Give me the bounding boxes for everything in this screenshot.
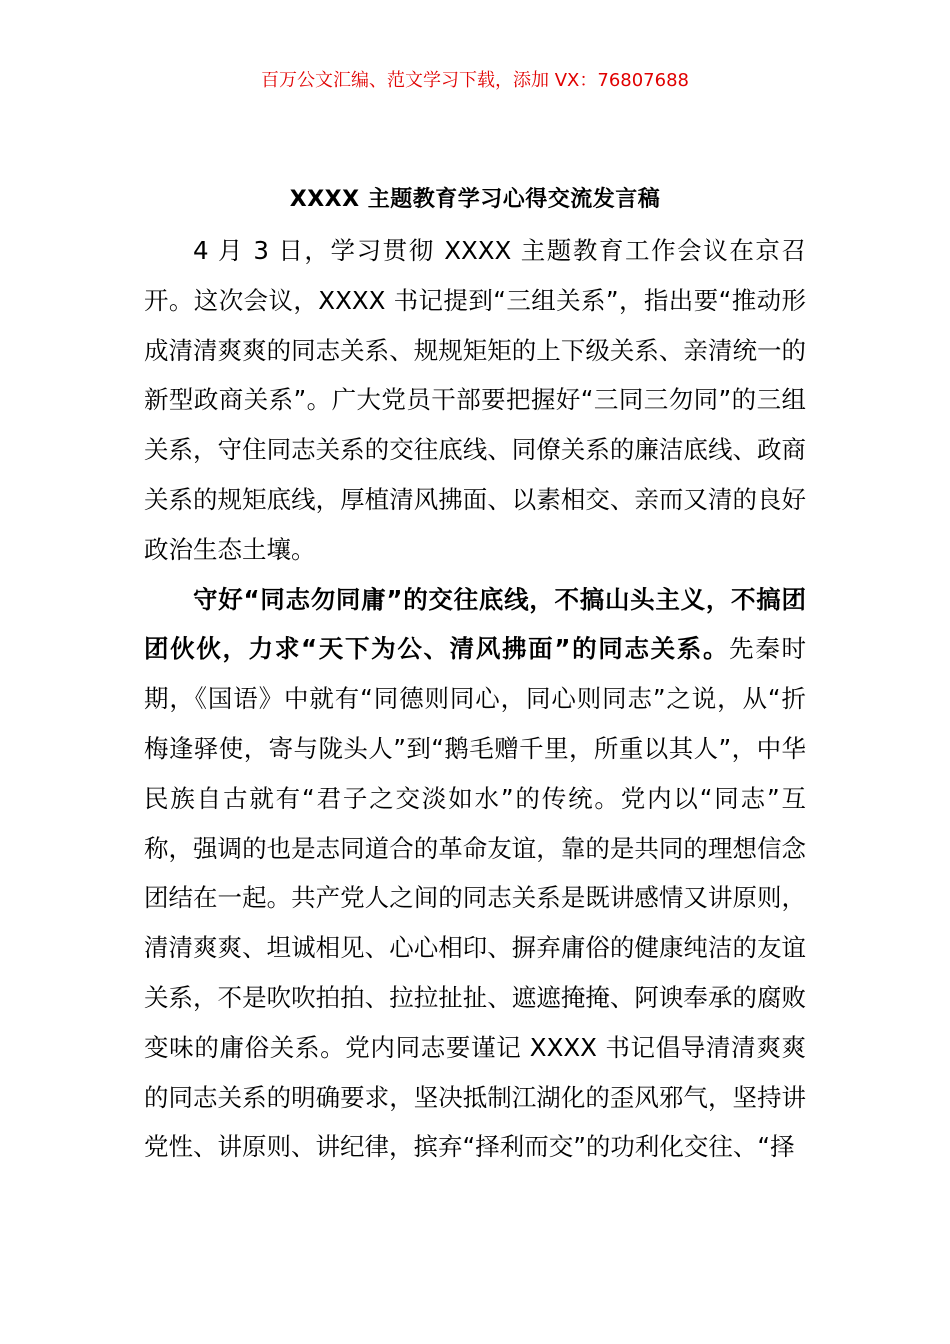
- section-heading: 守好“同志勿同庸”的交往底线，不搞山头主义，不搞团团伙伙，力求“天下为公、清风拂面”的同志关系。: [144, 584, 806, 664]
- section-body: 先秦时期，《国语》中就有“同德则同心，同心则同志”之说，从“折梅逢驿使，寄与陇头人”到“鹅毛赠千里，所重以其人”，中华民族自古就有“君子之交淡如水”的传统。党内以“同志”互称，强调的也是志同道合的革命友谊，靠的是共同的理想信念团结在一起。共产党人之间的同志关系是既讲感情又讲原则，清清爽爽、坦诚相见、心心相印、摒弃庸俗的健康纯洁的友谊关系，不是吹吹拍拍、拉拉扯扯、遮遮掩掩、阿谀奉承的腐败变味的庸俗关系。党内同志要谨记 XXXX 书记倡导清清爽爽的同志关系的明确要求，坚决抵制江湖化的歪风邪气，坚持讲党性、讲原则、讲纪律，摈弃“择利而交”的功利化交往、“择: [144, 634, 806, 1162]
- paragraph-intro: 4 月 3 日，学习贯彻 XXXX 主题教育工作会议在京召开。这次会议，XXXX 书记提到“三组关系”，指出要“推动形成清清爽爽的同志关系、规规矩矩的上下级关系、亲清统一的新型政商关系”。广大党员干部要把握好“三同三勿同”的三组关系，守住同志关系的交往底线、同僚关系的廉洁底线、政商关系的规矩底线，厚植清风拂面、以素相交、亲而又清的良好政治生态土壤。: [144, 236, 806, 564]
- header-note: 百万公文汇编、范文学习下载，添加 VX：76807688: [261, 70, 689, 91]
- paragraph-section-one: [144, 575, 806, 1173]
- document-body: [144, 226, 806, 1172]
- page-title: XXXX 主题教育学习心得交流发言稿: [289, 187, 661, 212]
